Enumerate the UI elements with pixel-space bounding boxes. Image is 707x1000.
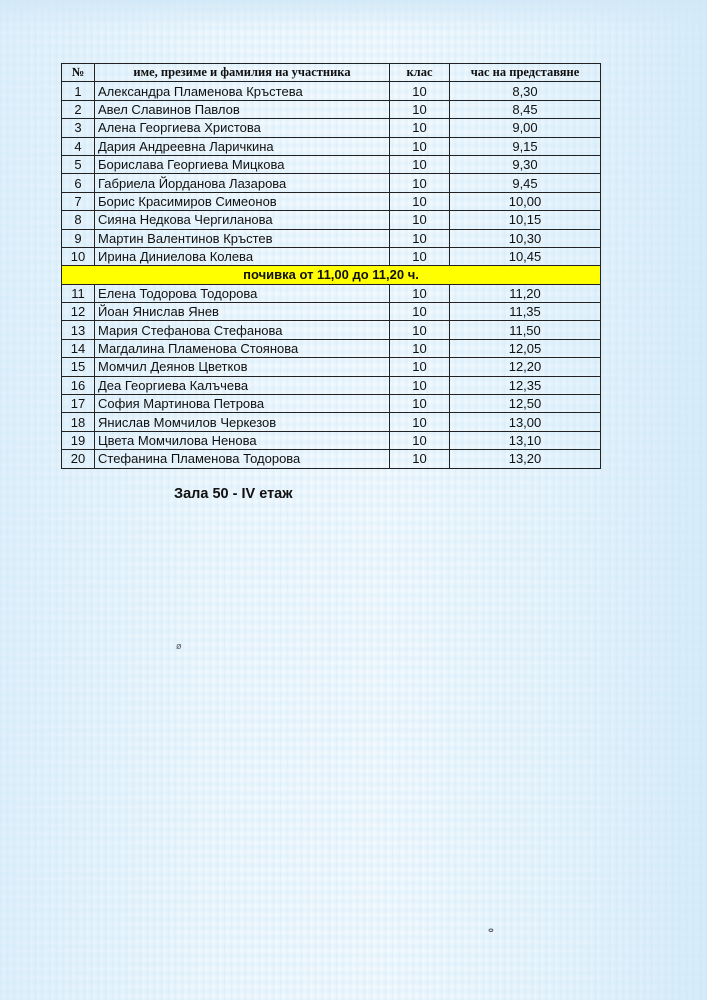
presentation-time: 11,20: [450, 284, 601, 302]
participant-name: Цвета Момчилова Ненова: [95, 431, 390, 449]
participant-class: 10: [390, 174, 450, 192]
participant-class: 10: [390, 247, 450, 265]
participant-name: Йоан Янислав Янев: [95, 303, 390, 321]
row-number: 3: [62, 119, 95, 137]
participant-name: Момчил Деянов Цветков: [95, 358, 390, 376]
table-row: [62, 450, 601, 468]
row-number: 11: [62, 284, 95, 302]
table-row: [62, 284, 601, 302]
participant-class: 10: [390, 303, 450, 321]
scan-speck: ø: [176, 641, 182, 651]
table-row: [62, 395, 601, 413]
presentation-time: 8,45: [450, 100, 601, 118]
participant-class: 10: [390, 376, 450, 394]
participant-name: Алена Георгиева Христова: [95, 119, 390, 137]
participant-class: 10: [390, 358, 450, 376]
table-row: [62, 431, 601, 449]
table-row: [62, 119, 601, 137]
presentation-time: 12,20: [450, 358, 601, 376]
presentation-time: 13,10: [450, 431, 601, 449]
table-row: [62, 376, 601, 394]
presentation-time: 13,00: [450, 413, 601, 431]
row-number: 7: [62, 192, 95, 210]
participant-class: 10: [390, 119, 450, 137]
row-number: 20: [62, 450, 95, 468]
row-number: 18: [62, 413, 95, 431]
participant-class: 10: [390, 229, 450, 247]
row-number: 13: [62, 321, 95, 339]
row-number: 9: [62, 229, 95, 247]
table-row: [62, 247, 601, 265]
presentation-time: 10,30: [450, 229, 601, 247]
row-number: 10: [62, 247, 95, 265]
break-label: почивка от 11,00 до 11,20 ч.: [62, 266, 601, 284]
participant-class: 10: [390, 100, 450, 118]
row-number: 19: [62, 431, 95, 449]
participant-name: Дария Андреевна Ларичкина: [95, 137, 390, 155]
row-number: 5: [62, 155, 95, 173]
participant-name: Борислава Георгиева Мицкова: [95, 155, 390, 173]
participant-class: 10: [390, 395, 450, 413]
participants-schedule-table: [61, 63, 601, 469]
table-row: [62, 413, 601, 431]
participant-name: Борис Красимиров Симеонов: [95, 192, 390, 210]
participant-class: 10: [390, 284, 450, 302]
header-name: име, презиме и фамилия на участника: [95, 64, 390, 82]
participant-name: Мартин Валентинов Кръстев: [95, 229, 390, 247]
participant-name: Сияна Недкова Чергиланова: [95, 211, 390, 229]
row-number: 14: [62, 339, 95, 357]
table-header-row: [62, 64, 601, 82]
participant-name: Авел Славинов Павлов: [95, 100, 390, 118]
participant-class: 10: [390, 339, 450, 357]
header-time: час на представяне: [450, 64, 601, 82]
participant-class: 10: [390, 321, 450, 339]
row-number: 2: [62, 100, 95, 118]
participant-name: Мария Стефанова Стефанова: [95, 321, 390, 339]
participant-name: Деа Георгиева Калъчева: [95, 376, 390, 394]
rows-after-break: [62, 284, 601, 468]
participant-name: Елена Тодорова Тодорова: [95, 284, 390, 302]
presentation-time: 11,50: [450, 321, 601, 339]
hall-location-note: Зала 50 - IV етаж: [174, 486, 293, 502]
participant-class: 10: [390, 82, 450, 100]
table-row: [62, 137, 601, 155]
presentation-time: 10,45: [450, 247, 601, 265]
participant-name: Стефанина Пламенова Тодорова: [95, 450, 390, 468]
table-row: [62, 192, 601, 210]
participant-class: 10: [390, 413, 450, 431]
participant-name: Магдалина Пламенова Стоянова: [95, 339, 390, 357]
presentation-time: 10,00: [450, 192, 601, 210]
presentation-time: 12,35: [450, 376, 601, 394]
table-row: [62, 155, 601, 173]
row-number: 17: [62, 395, 95, 413]
scan-speck: ⴰ: [488, 924, 494, 934]
participant-class: 10: [390, 155, 450, 173]
table-row: [62, 229, 601, 247]
row-number: 4: [62, 137, 95, 155]
row-number: 1: [62, 82, 95, 100]
row-number: 12: [62, 303, 95, 321]
participant-class: 10: [390, 137, 450, 155]
participant-class: 10: [390, 211, 450, 229]
participant-name: Александра Пламенова Кръстева: [95, 82, 390, 100]
participant-class: 10: [390, 192, 450, 210]
table-row: [62, 100, 601, 118]
table-row: [62, 211, 601, 229]
participant-class: 10: [390, 431, 450, 449]
table-row: [62, 303, 601, 321]
header-class: клас: [390, 64, 450, 82]
row-number: 6: [62, 174, 95, 192]
presentation-time: 8,30: [450, 82, 601, 100]
participant-class: 10: [390, 450, 450, 468]
participant-name: Габриела Йорданова Лазарова: [95, 174, 390, 192]
presentation-time: 11,35: [450, 303, 601, 321]
table-row: [62, 339, 601, 357]
participant-name: Ирина Диниелова Колева: [95, 247, 390, 265]
row-number: 16: [62, 376, 95, 394]
break-row: [62, 266, 601, 284]
row-number: 8: [62, 211, 95, 229]
presentation-time: 13,20: [450, 450, 601, 468]
row-number: 15: [62, 358, 95, 376]
header-number: №: [62, 64, 95, 82]
presentation-time: 12,50: [450, 395, 601, 413]
table-row: [62, 321, 601, 339]
rows-before-break: [62, 82, 601, 266]
paper-edge: [0, 0, 707, 30]
table-row: [62, 82, 601, 100]
presentation-time: 12,05: [450, 339, 601, 357]
presentation-time: 9,45: [450, 174, 601, 192]
participant-name: София Мартинова Петрова: [95, 395, 390, 413]
participant-name: Янислав Момчилов Черкезов: [95, 413, 390, 431]
presentation-time: 10,15: [450, 211, 601, 229]
table-row: [62, 358, 601, 376]
presentation-time: 9,30: [450, 155, 601, 173]
presentation-time: 9,00: [450, 119, 601, 137]
table-row: [62, 174, 601, 192]
presentation-time: 9,15: [450, 137, 601, 155]
